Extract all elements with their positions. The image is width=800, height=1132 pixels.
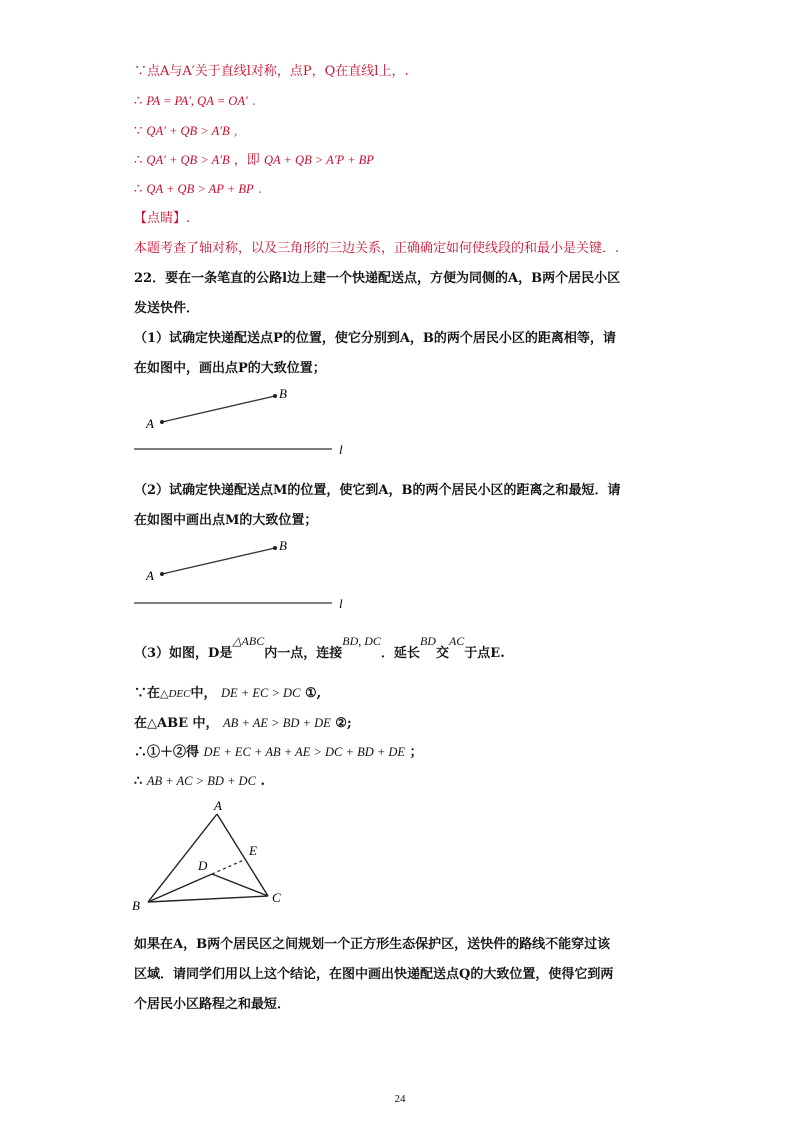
- label-b: B: [132, 898, 140, 913]
- label-e: E: [249, 843, 257, 858]
- segment-bd: [148, 874, 212, 902]
- label-d: D: [198, 858, 208, 873]
- label-a: A: [146, 568, 154, 583]
- label-a: A: [214, 798, 222, 813]
- segments-bd-dc: BD, DC: [342, 634, 381, 648]
- therefore-expression: QA′ + QB > A′B: [146, 153, 230, 167]
- equal-expression: PA = PA′, QA = OA′: [146, 94, 248, 108]
- side-ac: [217, 814, 268, 896]
- part1-line1: （1）试确定快递配送点P的位置，使它分别到A，B的两个居民小区的距离相等，请: [134, 331, 616, 346]
- final-line2: 区域．请同学们用以上这个结论，在图中画出快递配送点Q的大致位置，使得它到两: [134, 967, 614, 982]
- conclusion-expression: QA + QB > AP + BP: [146, 182, 254, 196]
- segment-bd: BD: [419, 634, 436, 648]
- label-l: l: [339, 596, 343, 611]
- solution-symmetry-line: ∵点A与A′关于直线l对称，点P，Q在直线l上，.: [134, 64, 409, 79]
- step2-line: 在△ABE 中， AB + AE > BD + DE ②;: [134, 716, 352, 731]
- point-a: [160, 420, 164, 424]
- step2-expression: AB + AE > BD + DE: [223, 716, 331, 730]
- label-b: B: [279, 538, 287, 553]
- segment-ac: AC: [448, 634, 465, 648]
- solution-triangle-line: ∵ QA′ + QB > A′B ,: [134, 124, 238, 139]
- point-b: [273, 546, 277, 550]
- step1-line: ∵在△DEC中， DE + EC > DC ①,: [134, 686, 322, 701]
- final-line3: 个居民小区路程之和最短．: [134, 997, 291, 1012]
- triangle-inequality-expression: QA′ + QB > A′B: [146, 124, 230, 138]
- final-line1: 如果在A，B两个居民区之间规划一个正方形生态保护区，送快件的路线不能穿过该: [134, 937, 611, 952]
- step3-line: ∴①＋②得 DE + EC + AB + AE > DC + BD + DE ；: [134, 745, 423, 760]
- part1-line2: 在如图中，画出点P的大致位置；: [134, 361, 326, 376]
- page-number: 24: [394, 1093, 406, 1105]
- solution-therefore-line: ∴ QA′ + QB > A′B ，即 QA + QB > A′P + BP: [134, 153, 374, 168]
- label-b: B: [279, 386, 287, 401]
- segment-ab: [162, 548, 275, 574]
- segment-dc: [212, 874, 268, 896]
- step4-expression: AB + AC > BD + DC: [146, 774, 256, 788]
- segment-ab: [162, 396, 275, 422]
- triangle-figure: [128, 798, 318, 918]
- problem-intro-line1: 22．要在一条笔直的公路l边上建一个快递配送点，方便为同侧的A，B两个居民小区: [134, 271, 621, 286]
- triangle-abc: △ABC: [232, 634, 265, 648]
- part2-line1: （2）试确定快递配送点M的位置，使它到A，B的两个居民小区的距离之和最短．请: [134, 483, 621, 498]
- solution-equal-line: ∴ PA = PA′, QA = OA′ .: [134, 94, 256, 109]
- label-l: l: [339, 442, 343, 457]
- label-a: A: [146, 416, 154, 431]
- extension-de: [212, 859, 246, 874]
- solution-conclusion-line: ∴ QA + QB > AP + BP .: [134, 182, 262, 197]
- comment-text: 本题考查了轴对称，以及三角形的三边关系，正确确定如何使线段的和最小是关键．.: [134, 241, 620, 256]
- step3-expression: DE + EC + AB + AE > DC + BD + DE: [203, 745, 406, 759]
- figure-2: [134, 538, 374, 611]
- step1-expression: DE + EC > DC: [221, 686, 301, 700]
- figure-1: [134, 384, 374, 457]
- side-bc: [148, 896, 268, 902]
- point-a: [160, 572, 164, 576]
- point-b: [273, 394, 277, 398]
- problem-intro-line2: 发送快件．: [134, 301, 200, 316]
- step4-line: ∴ AB + AC > BD + DC .: [134, 774, 265, 789]
- part3-line: （3）如图，D是△ABC内一点，连接BD, DC．延长BD交AC于点E.: [134, 634, 505, 661]
- that-is-expression: QA + QB > A′P + BP: [263, 153, 374, 167]
- part2-line2: 在如图中画出点M的大致位置；: [134, 513, 318, 528]
- label-c: C: [272, 890, 281, 905]
- comment-title: 【点睛】.: [134, 211, 191, 226]
